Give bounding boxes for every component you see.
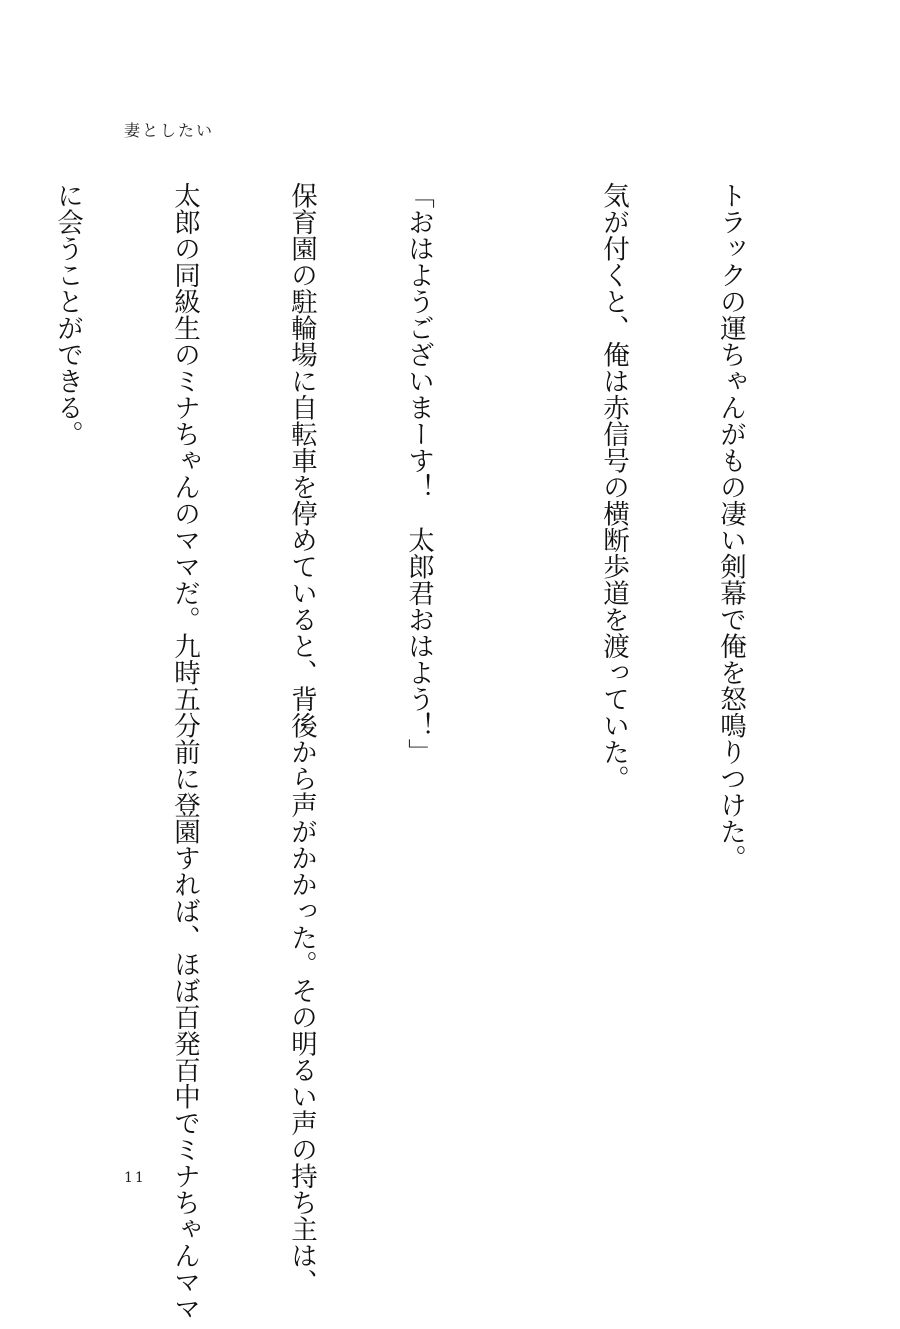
text-column: に会うことができる。 — [52, 182, 83, 447]
text-column: 保育園の駐輪場に自転車を停めていると、背後から声がかかった。その明るい声の持ち主は、 — [286, 182, 317, 1295]
text-column: 太郎の同級生のミナちゃんのママだ。九時五分前に登園すれば、ほぼ百発百中でミナちゃんママ — [169, 182, 200, 1322]
page-number: 11 — [124, 1170, 146, 1186]
text-column: 気が付くと、俺は赤信号の横断歩道を渡っていた。 — [598, 182, 629, 792]
text-column: 「おはようございまーす！ 太郎君おはよう！」 — [403, 182, 434, 765]
running-head: 妻としたい — [124, 121, 215, 140]
text-column: トラックの運ちゃんがもの凄い剣幕で俺を怒鳴りつけた。 — [715, 182, 746, 871]
